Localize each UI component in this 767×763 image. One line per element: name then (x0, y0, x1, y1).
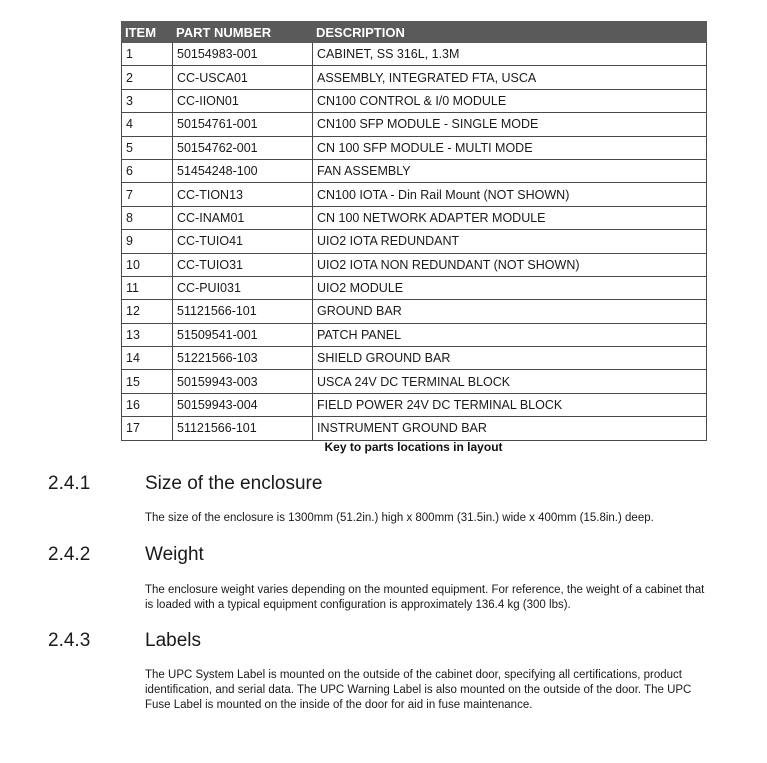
description-cell: INSTRUMENT GROUND BAR (313, 417, 707, 440)
section-title: Size of the enclosure (145, 473, 323, 494)
description-cell: USCA 24V DC TERMINAL BLOCK (313, 370, 707, 393)
part-number-cell: CC-USCA01 (173, 66, 313, 89)
parts-table (121, 21, 707, 441)
part-number-cell: 51121566-101 (173, 300, 313, 323)
description-cell: GROUND BAR (313, 300, 707, 323)
section-number: 2.4.2 (48, 544, 91, 565)
part-number-cell: CC-PUI031 (173, 276, 313, 299)
table-row (122, 253, 707, 276)
part-number-cell: 51454248-100 (173, 159, 313, 182)
header-row (122, 22, 707, 43)
description-cell: UIO2 IOTA NON REDUNDANT (NOT SHOWN) (313, 253, 707, 276)
table-caption: Key to parts locations in layout (324, 440, 503, 454)
item-cell: 9 (122, 230, 173, 253)
item-cell: 12 (122, 300, 173, 323)
item-cell: 8 (122, 206, 173, 229)
table-row (122, 370, 707, 393)
item-cell: 4 (122, 113, 173, 136)
table-row (122, 276, 707, 299)
table-row (122, 417, 707, 440)
item-cell: 1 (122, 43, 173, 66)
table-row (122, 300, 707, 323)
item-cell: 3 (122, 89, 173, 112)
column-header-item: ITEM (122, 22, 173, 43)
description-cell: ASSEMBLY, INTEGRATED FTA, USCA (313, 66, 707, 89)
section-number: 2.4.3 (48, 630, 91, 651)
description-cell: CN 100 SFP MODULE - MULTI MODE (313, 136, 707, 159)
part-number-cell: CC-TION13 (173, 183, 313, 206)
item-cell: 15 (122, 370, 173, 393)
description-cell: CN100 SFP MODULE - SINGLE MODE (313, 113, 707, 136)
table-row (122, 113, 707, 136)
description-cell: CN100 CONTROL & I/0 MODULE (313, 89, 707, 112)
section-title: Weight (145, 544, 204, 565)
item-cell: 16 (122, 393, 173, 416)
part-number-cell: 51509541-001 (173, 323, 313, 346)
description-cell: CABINET, SS 316L, 1.3M (313, 43, 707, 66)
part-number-cell: CC-INAM01 (173, 206, 313, 229)
table-row (122, 206, 707, 229)
table-row (122, 393, 707, 416)
item-cell: 7 (122, 183, 173, 206)
table-row (122, 159, 707, 182)
item-cell: 5 (122, 136, 173, 159)
description-cell: CN 100 NETWORK ADAPTER MODULE (313, 206, 707, 229)
item-cell: 11 (122, 276, 173, 299)
column-header-description: DESCRIPTION (313, 22, 707, 43)
item-cell: 13 (122, 323, 173, 346)
parts-table-body (122, 43, 707, 441)
description-cell: UIO2 MODULE (313, 276, 707, 299)
part-number-cell: 51121566-101 (173, 417, 313, 440)
description-cell: SHIELD GROUND BAR (313, 347, 707, 370)
description-cell: FAN ASSEMBLY (313, 159, 707, 182)
table-row (122, 183, 707, 206)
item-cell: 17 (122, 417, 173, 440)
table-row (122, 66, 707, 89)
item-cell: 14 (122, 347, 173, 370)
section-number: 2.4.1 (48, 473, 91, 494)
table-row (122, 89, 707, 112)
table-row (122, 347, 707, 370)
section-title: Labels (145, 630, 201, 651)
part-number-cell: 50159943-003 (173, 370, 313, 393)
table-row (122, 323, 707, 346)
description-cell: FIELD POWER 24V DC TERMINAL BLOCK (313, 393, 707, 416)
description-cell: PATCH PANEL (313, 323, 707, 346)
part-number-cell: 50154761-001 (173, 113, 313, 136)
table-row (122, 43, 707, 66)
section-paragraph: The size of the enclosure is 1300mm (51.2in.) high x 800mm (31.5in.) wide x 400mm (15.8in.) deep. (145, 512, 654, 524)
part-number-cell: CC-TUIO31 (173, 253, 313, 276)
description-cell: CN100 IOTA - Din Rail Mount (NOT SHOWN) (313, 183, 707, 206)
item-cell: 6 (122, 159, 173, 182)
table-row (122, 136, 707, 159)
item-cell: 2 (122, 66, 173, 89)
part-number-cell: 50154983-001 (173, 43, 313, 66)
item-cell: 10 (122, 253, 173, 276)
part-number-cell: 50159943-004 (173, 393, 313, 416)
table-row (122, 230, 707, 253)
section-paragraph: The UPC System Label is mounted on the outside of the cabinet door, specifying all certifications, product identification, and serial data. The UPC Warning Label is also mounted on the outside of the door. The UPC Fuse Label is mounted on the inside of the door for aid in fuse maintenance. (145, 669, 692, 711)
part-number-cell: 50154762-001 (173, 136, 313, 159)
part-number-cell: 51221566-103 (173, 347, 313, 370)
part-number-cell: CC-TUIO41 (173, 230, 313, 253)
section-paragraph: The enclosure weight varies depending on the mounted equipment. For reference, the weight of a cabinet that is loaded with a typical equipment configuration is approximately 136.4 kg (300 lbs). (145, 584, 705, 611)
parts-table-header (122, 22, 707, 43)
column-header-part-number: PART NUMBER (173, 22, 313, 43)
description-cell: UIO2 IOTA REDUNDANT (313, 230, 707, 253)
part-number-cell: CC-IION01 (173, 89, 313, 112)
